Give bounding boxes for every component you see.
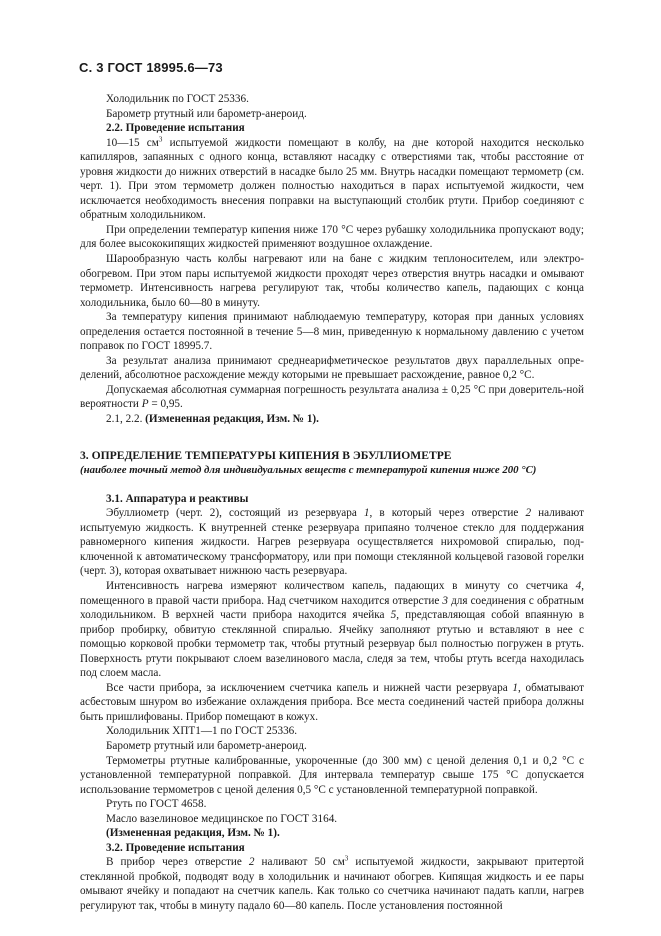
section-3-title: 3. ОПРЕДЕЛЕНИЕ ТЕМПЕРАТУРЫ КИПЕНИЯ В ЭБУЛЛИОМЕТРЕ <box>80 448 452 462</box>
section-heading-2-2: 2.2. Проведение испытания <box>106 122 245 135</box>
page-header: С. 3 ГОСТ 18995.6—73 <box>79 60 223 75</box>
section-3-subtitle: (наиболее точный метод для индивидуальных веществ с температурой кипения ниже 200 °С) <box>80 464 537 477</box>
paragraph: Все части прибора, за исключением счетчика капель и нижней части резервуара 1, обматывают асбестовым шнуром во избежание охлаждения прибора. Все места соединений частей прибора должны быть пришлифованы. Прибор помещают в кожух. <box>80 681 584 723</box>
paragraph: Эбуллиометр (черт. 2), состоящий из резервуара 1, в который через отверстие 2 наливают испытуемую жидкость. К внутренней стенке резервуара припаяно толченое стекло для поддержания равномерного кипения жидкости. Нагрев резервуара осуществляется нихромовой спиралью, под-ключенной к автоматическому трансформатору, или при помощи стеклянной кольцевой газовой горелки (черт. 3), которая охватывает нижнюю часть резервуара. <box>80 507 584 578</box>
paragraph: Шарообразную часть колбы нагревают или на бане с жидким теплоносителем, или электро-обогревом. При этом пары испытуемой жидкости проходят через отверстия внутрь насадки и омывают термометр. Интенсивность нагрева регулируют так, чтобы количество капель, падающих с конца холодильника, было 60—80 в минуту. <box>80 253 584 309</box>
paragraph: 10—15 $см^3$ испытуемой жидкости помещают в колбу, на дне которой находится несколько капилляров, запаянных с одного конца, вставляют насадку с отверстиями так, чтобы расстояние от уровня жидкости до нижних отверстий в насадке было 25 мм. Внутрь насадки помещают термометр (см. черт. 1). При этом термометр должен полностью находиться в парах испытуемой жидкости, чем исключается необходимость внесения поправки на выступающий столбик ртути. Прибор соединяют с обратным холодильником. <box>80 134 584 222</box>
paragraph: При определении температур кипения ниже 170 °С через рубашку холодильника пропускают воду; для более высококипящих жидкостей применяют воздушное охлаждение. <box>80 223 584 251</box>
paragraph: Ртуть по ГОСТ 4658. <box>106 798 207 811</box>
amendment-note: 2.1, 2.2. (Измененная редакция, Изм. № 1). <box>106 413 319 426</box>
paragraph: В прибор через отверстие 2 наливают 50 $см^3$ испытуемой жидкости, закрывают притертой стеклянной пробкой, подводят воду в холодильник и начинают обогрев. Кипящая жидкость и ее пары омывают ячейку и попадают на счетчик капель. Как только со счетчика начинают падать капли, нагрев регулируют так, чтобы в минуту падало 60—80 капель. После установления постоянной <box>80 854 584 912</box>
paragraph: Холодильник ХПТ1—1 по ГОСТ 25336. <box>106 725 298 738</box>
paragraph: Холодильник по ГОСТ 25336. <box>106 93 249 105</box>
paragraph: За температуру кипения принимают наблюдаемую температуру, которая при данных условиях определения остается постоянной в течение 5—8 мин, приведенную к нормальному давлению с учетом поправок по ГОСТ 18995.7. <box>80 311 584 353</box>
document-body <box>80 92 584 914</box>
amendment-note: (Измененная редакция, Изм. № 1). <box>106 827 280 840</box>
section-heading-3-2: 3.2. Проведение испытания <box>106 841 245 854</box>
paragraph: Допускаемая абсолютная суммарная погрешность результата анализа ± 0,25 °С при доверитель-ной вероятности Р = 0,95. <box>80 383 584 411</box>
paragraph: Барометр ртутный или барометр-анероид. <box>106 739 307 752</box>
paragraph: Барометр ртутный или барометр-анероид. <box>106 107 307 120</box>
section-heading-3-1: 3.1. Аппаратура и реактивы <box>106 492 249 505</box>
paragraph: Термометры ртутные калиброванные, укороченные (до 300 мм) с ценой деления 0,1 и 0,2 °С с установленной температурной поправкой. Для интервала температур свыше 175 °С допускается использование термометров с ценой деления 0,5 °С с установленной температурной поправкой. <box>80 754 584 796</box>
paragraph: За результат анализа принимают среднеарифметическое результатов двух параллельных опре-делений, абсолютное расхождение между которыми не превышает расхождение, равное 0,2 °С. <box>80 354 584 382</box>
paragraph: Интенсивность нагрева измеряют количеством капель, падающих в минуту со счетчика 4, помещенного в правой части прибора. Над счетчиком находится отверстие 3 для соединения с обратным холодильником. В верхней части прибора находится ячейка 5, представляющая собой впаянную в прибор пробирку, обвитую стеклянной спиралью. Ячейку заполняют ртутью и вставляют в нее с помощью корковой пробки термометр так, чтобы ртутный резервуар был полностью погружен в ртуть. Поверхность ртути покрывают слоем вазелинового масла, следя за тем, чтобы ртуть всегда находилась под слоем масла. <box>80 579 584 680</box>
paragraph: Масло вазелиновое медицинское по ГОСТ 3164. <box>106 812 338 825</box>
